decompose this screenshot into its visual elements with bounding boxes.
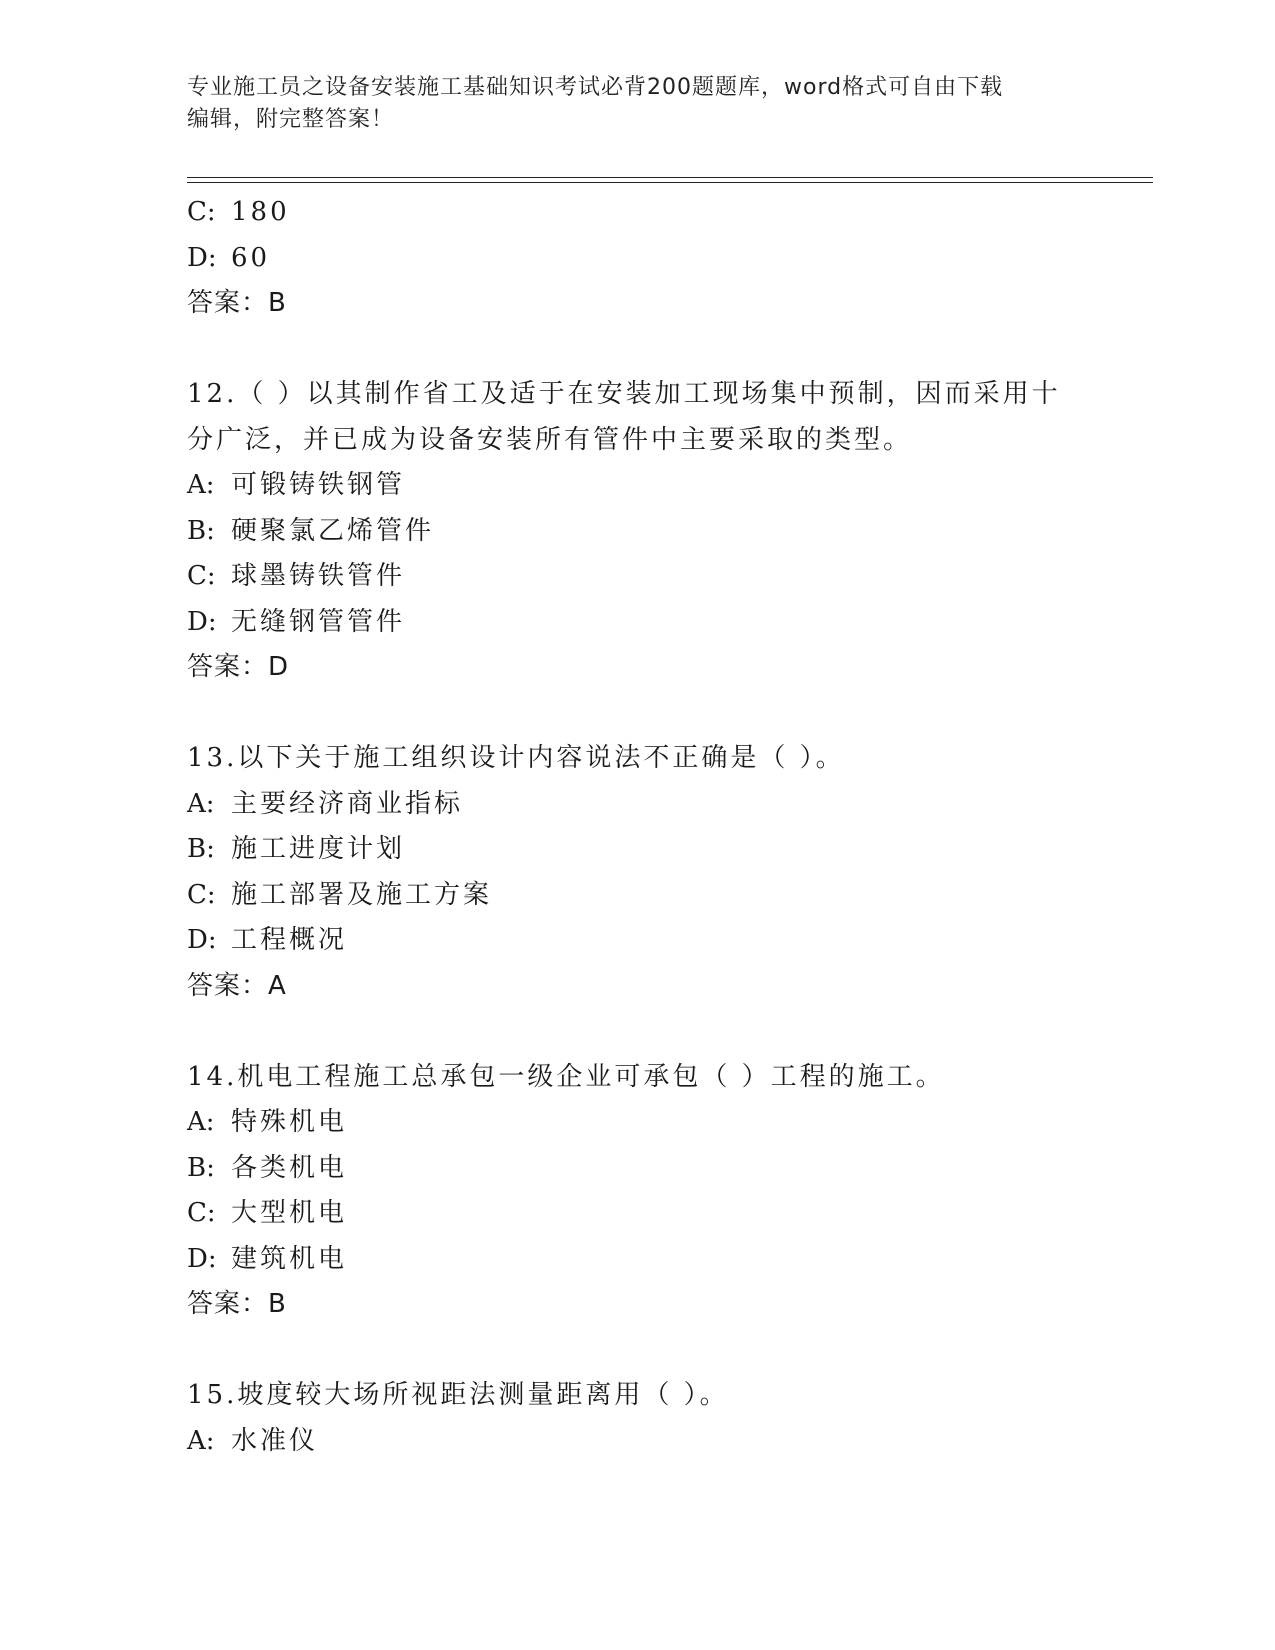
header-rule-top <box>187 177 1153 178</box>
option-text: 施工部署及施工方案 <box>231 879 493 910</box>
option-line <box>187 1100 1147 1146</box>
question-stem: 13.以下关于施工组织设计内容说法不正确是（ ）。 <box>187 743 845 773</box>
option-label: B: <box>187 834 215 864</box>
question-stem: 分广泛，并已成为设备安装所有管件中主要采取的类型。 <box>187 424 913 455</box>
spacer <box>187 327 1147 373</box>
option-line <box>187 918 1147 964</box>
option-line <box>187 1419 1147 1465</box>
header-line-2: 编辑，附完整答案！ <box>187 107 395 132</box>
option-label: C: <box>187 197 216 227</box>
header-line-1: 专业施工员之设备安装施工基础知识考试必背200题题库，word格式可自由下载 <box>187 75 1004 100</box>
option-text: 建筑机电 <box>231 1243 348 1274</box>
option-text: 水准仪 <box>231 1425 319 1456</box>
option-text: 无缝钢管管件 <box>231 606 406 637</box>
option-line <box>187 1191 1147 1237</box>
answer-line: 答案：B <box>187 288 287 318</box>
spacer <box>187 691 1147 737</box>
answer-line: 答案：B <box>187 1289 287 1319</box>
option-line <box>187 782 1147 828</box>
option-label: D: <box>187 925 217 955</box>
option-label: C: <box>187 1198 216 1228</box>
option-text: 硬聚氯乙烯管件 <box>231 515 435 546</box>
option-label: A: <box>187 470 215 500</box>
option-line <box>187 1237 1147 1283</box>
option-text: 大型机电 <box>231 1198 348 1228</box>
option-text: 各类机电 <box>231 1152 348 1183</box>
option-label: A: <box>187 1107 215 1137</box>
answer-line: 答案：D <box>187 652 290 682</box>
option-label: B: <box>187 515 215 546</box>
question-stem: 14.机电工程施工总承包一级企业可承包（ ）工程的施工。 <box>187 1061 945 1092</box>
option-label: D: <box>187 606 217 637</box>
option-label: B: <box>187 1152 215 1183</box>
question-stem: 15.坡度较大场所视距法测量距离用（ ）。 <box>187 1380 729 1410</box>
header-rule-bottom <box>187 182 1153 183</box>
option-text: 工程概况 <box>231 925 348 955</box>
option-text: 施工进度计划 <box>231 834 406 864</box>
option-line <box>187 463 1147 509</box>
option-label: C: <box>187 879 216 910</box>
option-line <box>187 236 1147 282</box>
option-text: 主要经济商业指标 <box>231 788 464 819</box>
option-line <box>187 554 1147 600</box>
option-line <box>187 873 1147 919</box>
document-header <box>187 72 1087 136</box>
answer-line: 答案：A <box>187 970 287 1001</box>
option-label: D: <box>187 1243 217 1274</box>
option-label: C: <box>187 561 216 591</box>
option-line <box>187 509 1147 555</box>
question-list <box>187 190 1147 1464</box>
option-line <box>187 1146 1147 1192</box>
option-text: 可锻铸铁钢管 <box>231 470 406 500</box>
option-label: D: <box>187 242 217 273</box>
option-text: 60 <box>231 242 271 273</box>
spacer <box>187 1009 1147 1055</box>
spacer <box>187 1328 1147 1374</box>
question-stem: 12.（ ）以其制作省工及适于在安装加工现场集中预制，因而采用十 <box>187 379 1061 409</box>
option-text: 球墨铸铁管件 <box>231 561 406 591</box>
option-label: A: <box>187 1425 215 1456</box>
option-label: A: <box>187 788 215 819</box>
option-line <box>187 600 1147 646</box>
option-text: 180 <box>231 197 290 227</box>
option-text: 特殊机电 <box>231 1107 348 1137</box>
option-line <box>187 190 1147 236</box>
option-line <box>187 827 1147 873</box>
